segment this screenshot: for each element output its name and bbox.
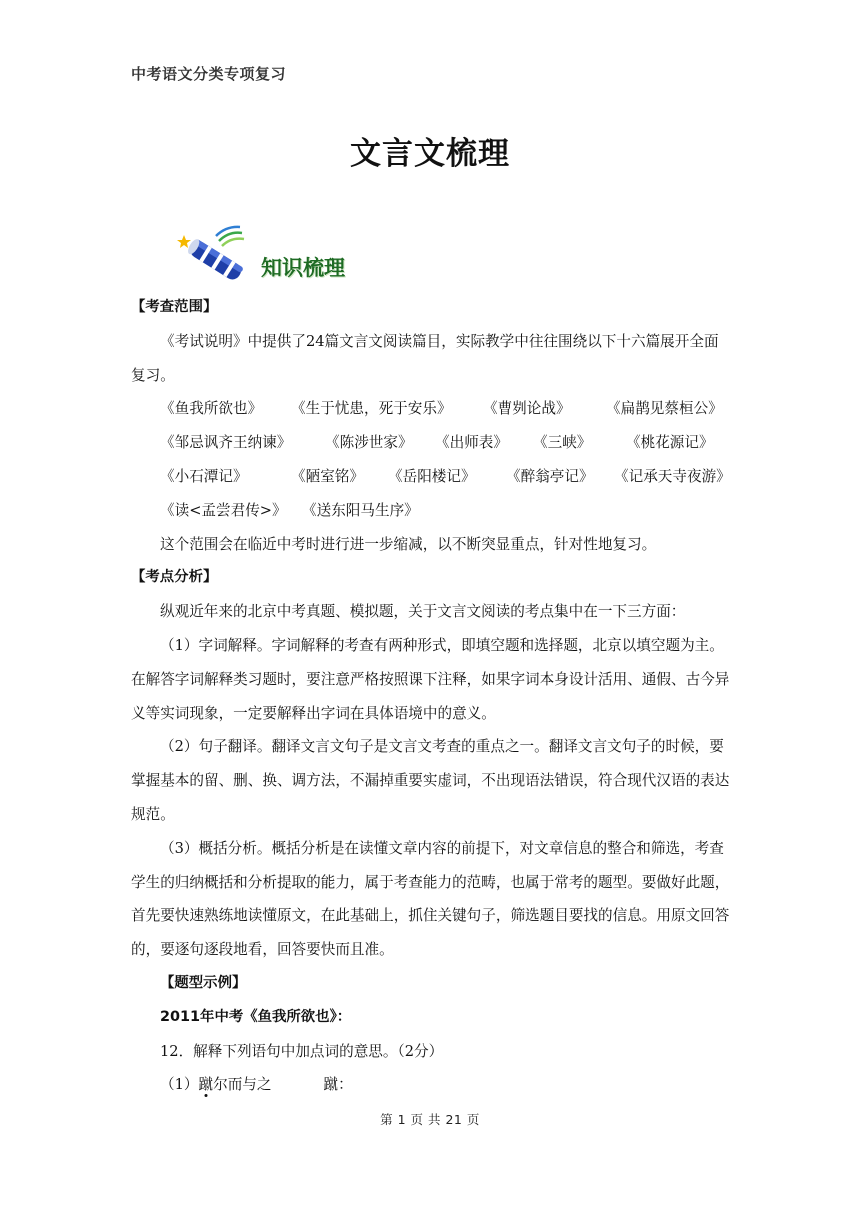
document-body bbox=[131, 291, 731, 1102]
list-item: 《醉翁亭记》 bbox=[506, 467, 594, 485]
list-item: 《陋室铭》 bbox=[291, 467, 364, 485]
list-item: 《陈涉世家》 bbox=[325, 434, 413, 452]
section-heading-examples: 【题型示例】 bbox=[160, 974, 247, 991]
emphasized-word: 蹴 bbox=[198, 1076, 214, 1094]
list-item: 《曹刿论战》 bbox=[483, 400, 571, 418]
answer-blank: 蹴： bbox=[323, 1076, 353, 1094]
banner-label: 知识梳理 bbox=[261, 256, 345, 280]
title-list-row bbox=[131, 426, 731, 460]
item-sentence: 尔而与之 bbox=[213, 1076, 272, 1094]
list-item: 《生于忧患，死于安乐》 bbox=[291, 400, 452, 418]
list-item: 《三峡》 bbox=[533, 434, 592, 452]
question-text: 12．解释下列语句中加点词的意思。（2分） bbox=[160, 1042, 444, 1060]
section-banner bbox=[176, 222, 376, 284]
list-item: 《读<孟尝君传>》 bbox=[160, 501, 287, 519]
list-item: 《送东阳马生序》 bbox=[302, 501, 419, 519]
list-item: 《鱼我所欲也》 bbox=[160, 400, 263, 418]
document-header: 中考语文分类专项复习 bbox=[131, 65, 287, 83]
scope-note: 这个范围会在临近中考时进行进一步缩减，以不断突显重点，针对性地复习。 bbox=[160, 535, 657, 553]
telescope-icon bbox=[176, 222, 256, 284]
example-title: 2011年中考《鱼我所欲也》： bbox=[160, 1008, 352, 1025]
list-item: 《扁鹊见蔡桓公》 bbox=[606, 400, 723, 418]
title-list-row bbox=[131, 392, 731, 426]
section-heading-analysis: 【考点分析】 bbox=[131, 569, 218, 586]
analysis-point-1: （1）字词解释。字词解释的考查有两种形式，即填空题和选择题，北京以填空题为主。在解答字词解释类习题时，要注意严格按照课下注释，如果字词本身设计活用、通假、古今异义等实词现象，一定要解释出字词在具体语境中的意义。 bbox=[131, 636, 730, 722]
title-list-row bbox=[131, 460, 731, 494]
analysis-point-3: （3）概括分析。概括分析是在读懂文章内容的前提下，对文章信息的整合和筛选，考查学生的归纳概括和分析提取的能力，属于考查能力的范畴，也属于常考的题型。要做好此题，首先要快速熟练地读懂原文，在此基础上，抓住关键句子，筛选题目要找的信息。用原文回答的，要逐句逐段地看，回答要快而且准。 bbox=[131, 839, 730, 959]
question-item bbox=[131, 1068, 731, 1102]
list-item: 《出师表》 bbox=[435, 434, 508, 452]
title-list-row bbox=[131, 494, 731, 528]
list-item: 《记承天寺夜游》 bbox=[614, 467, 731, 485]
page-footer: 第 1 页 共 21 页 bbox=[380, 1112, 480, 1127]
analysis-point-2: （2）句子翻译。翻译文言文句子是文言文考查的重点之一。翻译文言文句子的时候，要掌握基本的留、删、换、调方法，不漏掉重要实虚词，不出现语法错误，符合现代汉语的表达规范。 bbox=[131, 738, 730, 823]
section-heading-scope: 【考查范围】 bbox=[131, 299, 218, 315]
analysis-intro: 纵观近年来的北京中考真题、模拟题，关于文言文阅读的考点集中在一下三方面： bbox=[160, 603, 686, 621]
scope-intro: 《考试说明》中提供了24篇文言文阅读篇目，实际教学中往往围绕以下十六篇展开全面复习。 bbox=[131, 332, 719, 384]
list-item: 《岳阳楼记》 bbox=[388, 467, 476, 485]
list-item: 《桃花源记》 bbox=[626, 434, 714, 452]
item-number: （1） bbox=[160, 1076, 199, 1094]
list-item: 《邹忌讽齐王纳谏》 bbox=[160, 434, 292, 452]
page-title: 文言文梳理 bbox=[350, 136, 510, 172]
list-item: 《小石潭记》 bbox=[160, 467, 248, 485]
